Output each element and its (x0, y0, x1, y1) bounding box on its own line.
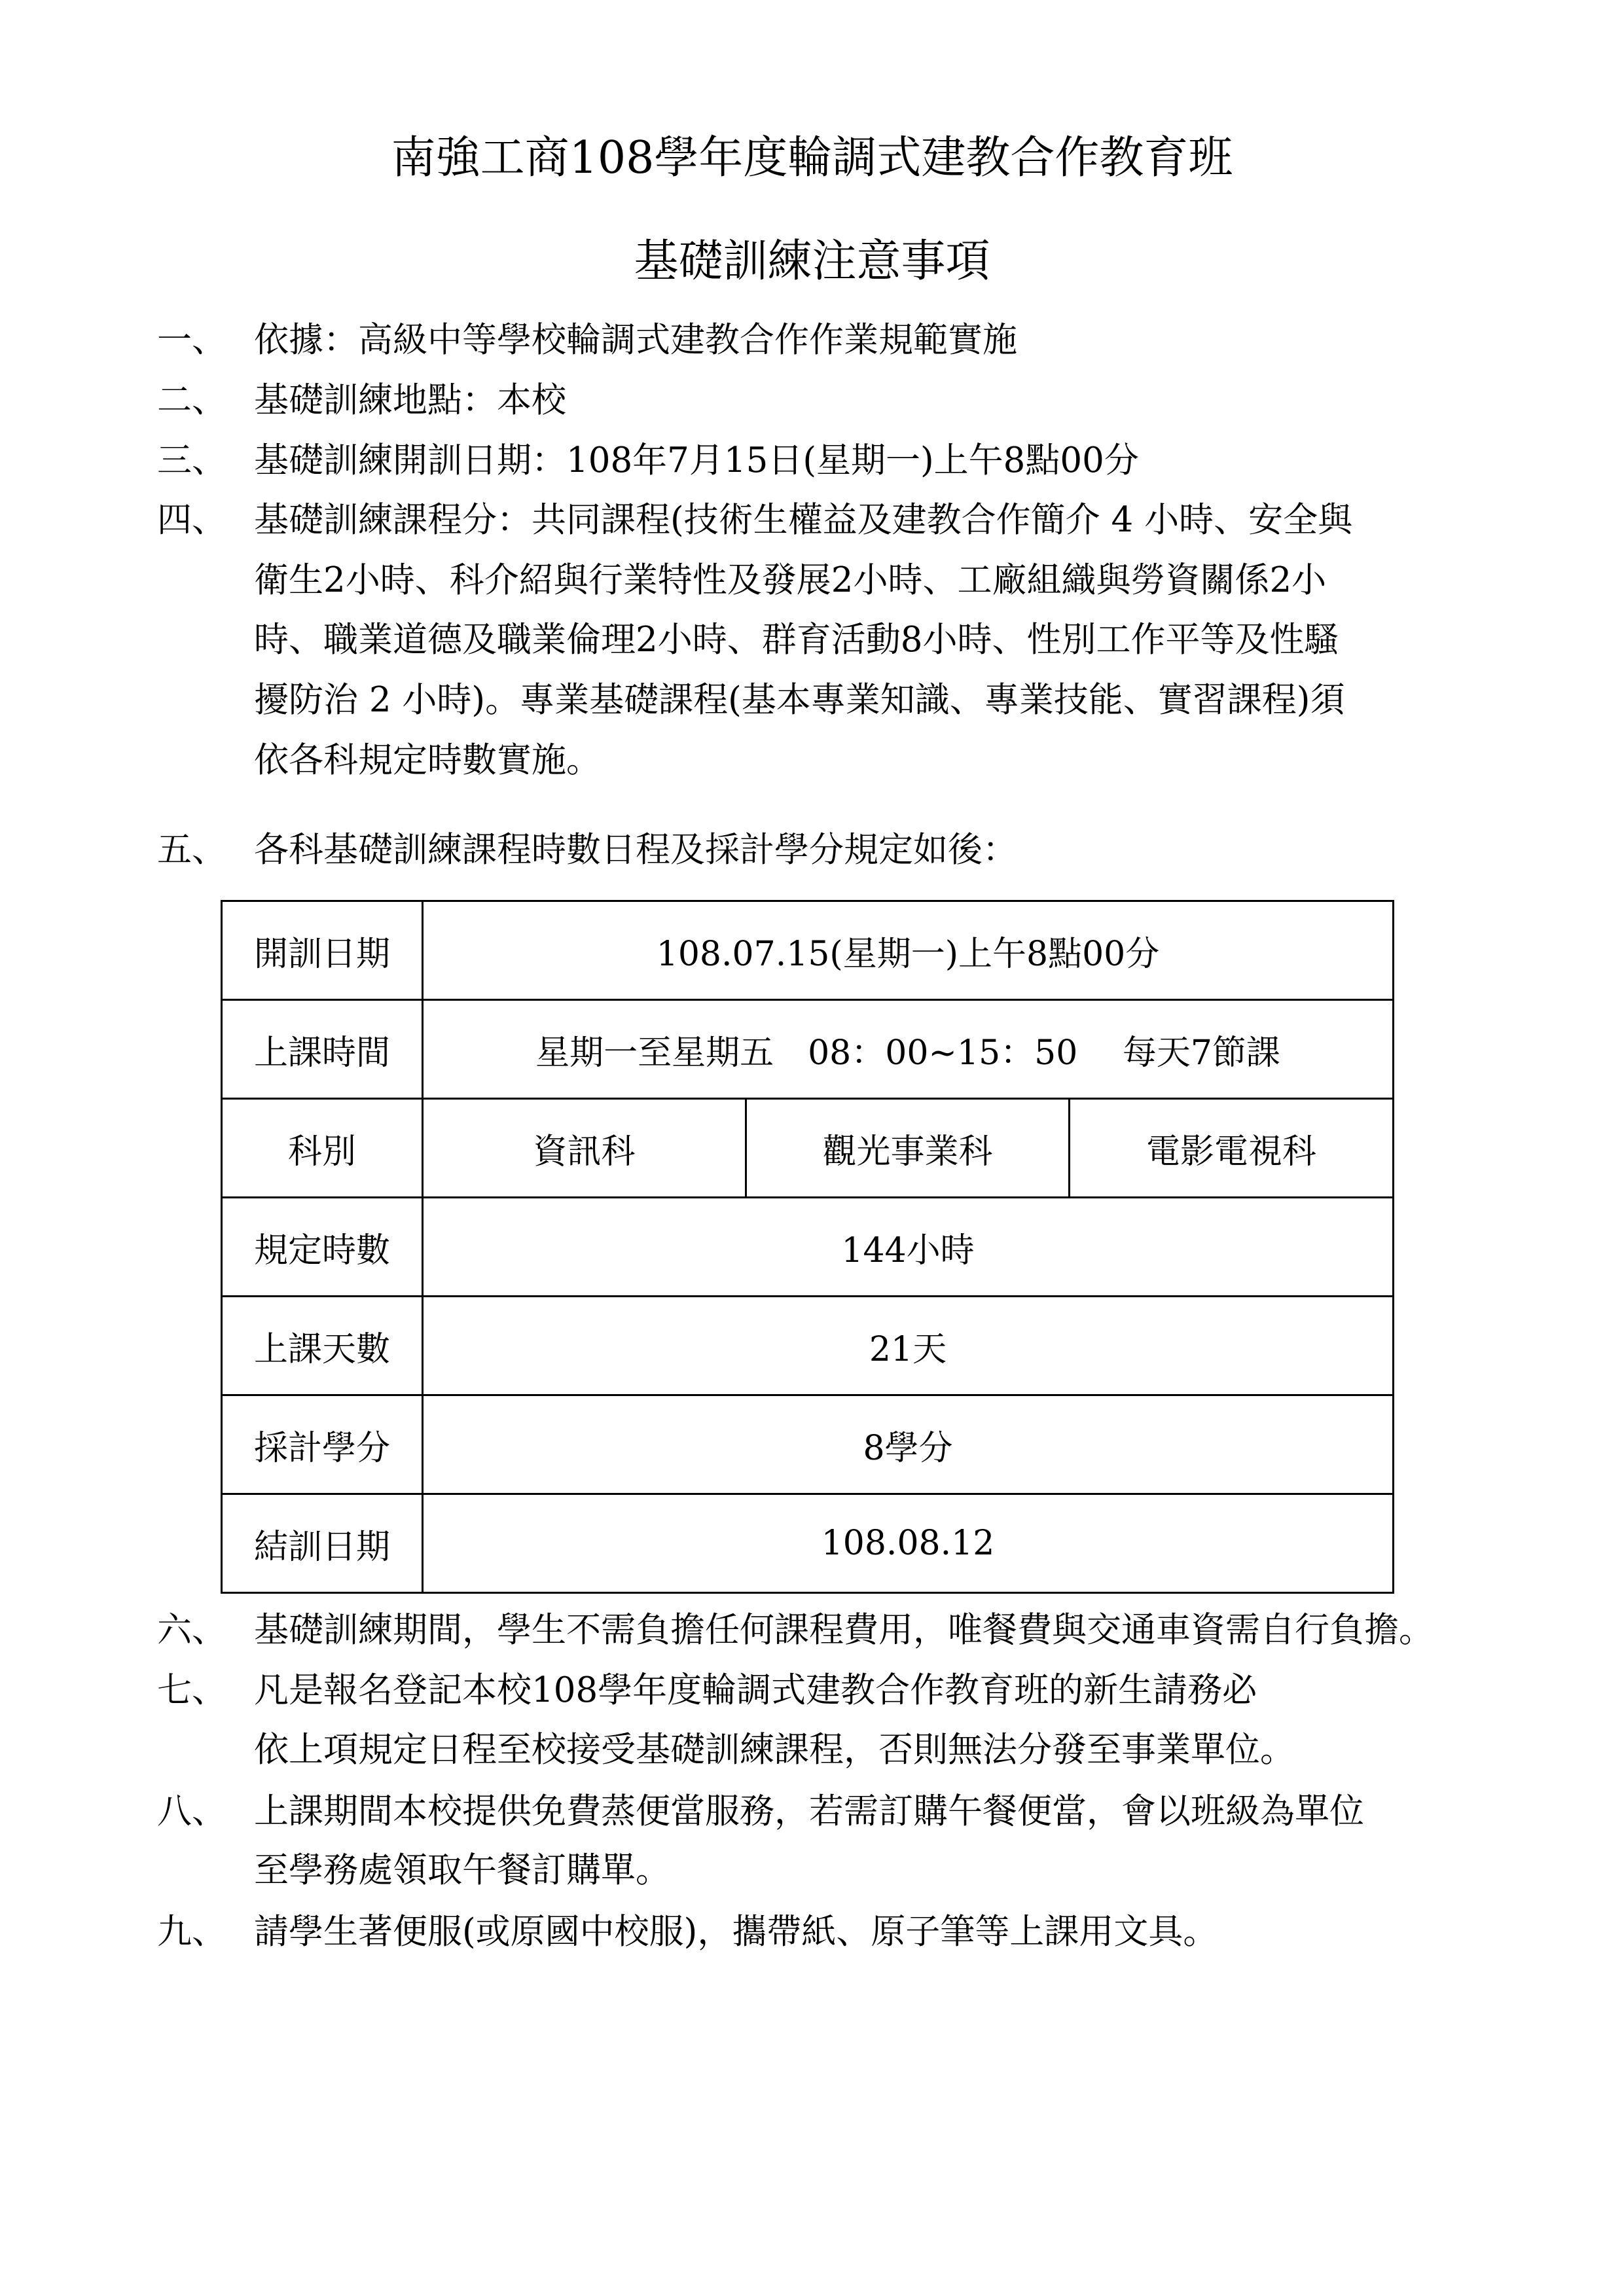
class-time-value: 星期一至星期五 08：00~15：50 每天7節課 (423, 1000, 1394, 1099)
item-number: 九、 (157, 1912, 226, 1952)
item-text: 請學生著便服(或原國中校服)，攜帶紙、原子筆等上課用文具。 (254, 1912, 1218, 1952)
item-text: 基礎訓練地點：本校 (254, 380, 566, 420)
schedule-table (221, 900, 1394, 1594)
item-number: 五、 (157, 830, 226, 870)
item-text: 依據：高級中等學校輪調式建教合作作業規範實施 (254, 320, 1017, 360)
item-text-line: 衛生2小時、科介紹與行業特性及發展2小時、工廠組織與勞資關係2小 (254, 560, 1327, 600)
item-number: 三、 (157, 440, 226, 480)
credits-value: 8學分 (423, 1395, 1394, 1494)
department-label: 科別 (222, 1099, 423, 1198)
document-subtitle: 基礎訓練注意事項 (634, 236, 990, 287)
table-row (222, 1000, 1394, 1099)
item-text-line: 依各科規定時數實施。 (254, 740, 601, 780)
item-text-line: 基礎訓練課程分：共同課程(技術生權益及建教合作簡介 4 小時、安全與 (254, 500, 1353, 540)
required-hours-value: 144小時 (423, 1198, 1394, 1297)
item-text-line: 擾防治 2 小時)。專業基礎課程(基本專業知識、專業技能、實習課程)須 (254, 680, 1345, 720)
table-row (222, 1297, 1394, 1395)
item-number: 八、 (157, 1791, 226, 1831)
class-time-label: 上課時間 (222, 1000, 423, 1099)
item-text-line: 時、職業道德及職業倫理2小時、群育活動8小時、性別工作平等及性騷 (254, 620, 1339, 660)
item-text-line: 上課期間本校提供免費蒸便當服務，若需訂購午餐便當，會以班級為單位 (254, 1791, 1364, 1831)
department-film-tv: 電影電視科 (1070, 1099, 1394, 1198)
item-number: 六、 (157, 1610, 226, 1650)
item-text-line: 依上項規定日程至校接受基礎訓練課程，否則無法分發至事業單位。 (254, 1730, 1295, 1770)
item-number: 二、 (157, 380, 226, 420)
item-text: 各科基礎訓練課程時數日程及採計學分規定如後： (254, 830, 1017, 870)
table-row (222, 1198, 1394, 1297)
table-row (222, 1494, 1394, 1593)
item-number: 四、 (157, 500, 226, 540)
class-days-label: 上課天數 (222, 1297, 423, 1395)
item-text-line: 至學務處領取午餐訂購單。 (254, 1850, 670, 1890)
credits-label: 採計學分 (222, 1395, 423, 1494)
item-text: 基礎訓練開訓日期：108年7月15日(星期一)上午8點00分 (254, 440, 1139, 480)
end-date-label: 結訓日期 (222, 1494, 423, 1593)
item-number: 七、 (157, 1670, 226, 1710)
table-row (222, 901, 1394, 1000)
class-days-value: 21天 (423, 1297, 1394, 1395)
table-row (222, 1395, 1394, 1494)
item-text: 基礎訓練期間，學生不需負擔任何課程費用，唯餐費與交通車資需自行負擔。 (254, 1610, 1434, 1650)
department-information: 資訊科 (423, 1099, 746, 1198)
document-title: 南強工商108學年度輪調式建教合作教育班 (391, 132, 1233, 184)
table-row (222, 1099, 1394, 1198)
department-tourism: 觀光事業科 (746, 1099, 1070, 1198)
end-date-value: 108.08.12 (423, 1494, 1394, 1593)
required-hours-label: 規定時數 (222, 1198, 423, 1297)
start-date-value: 108.07.15(星期一)上午8點00分 (423, 901, 1394, 1000)
start-date-label: 開訓日期 (222, 901, 423, 1000)
item-number: 一、 (157, 320, 226, 360)
item-text-line: 凡是報名登記本校108學年度輪調式建教合作教育班的新生請務必 (254, 1670, 1257, 1710)
